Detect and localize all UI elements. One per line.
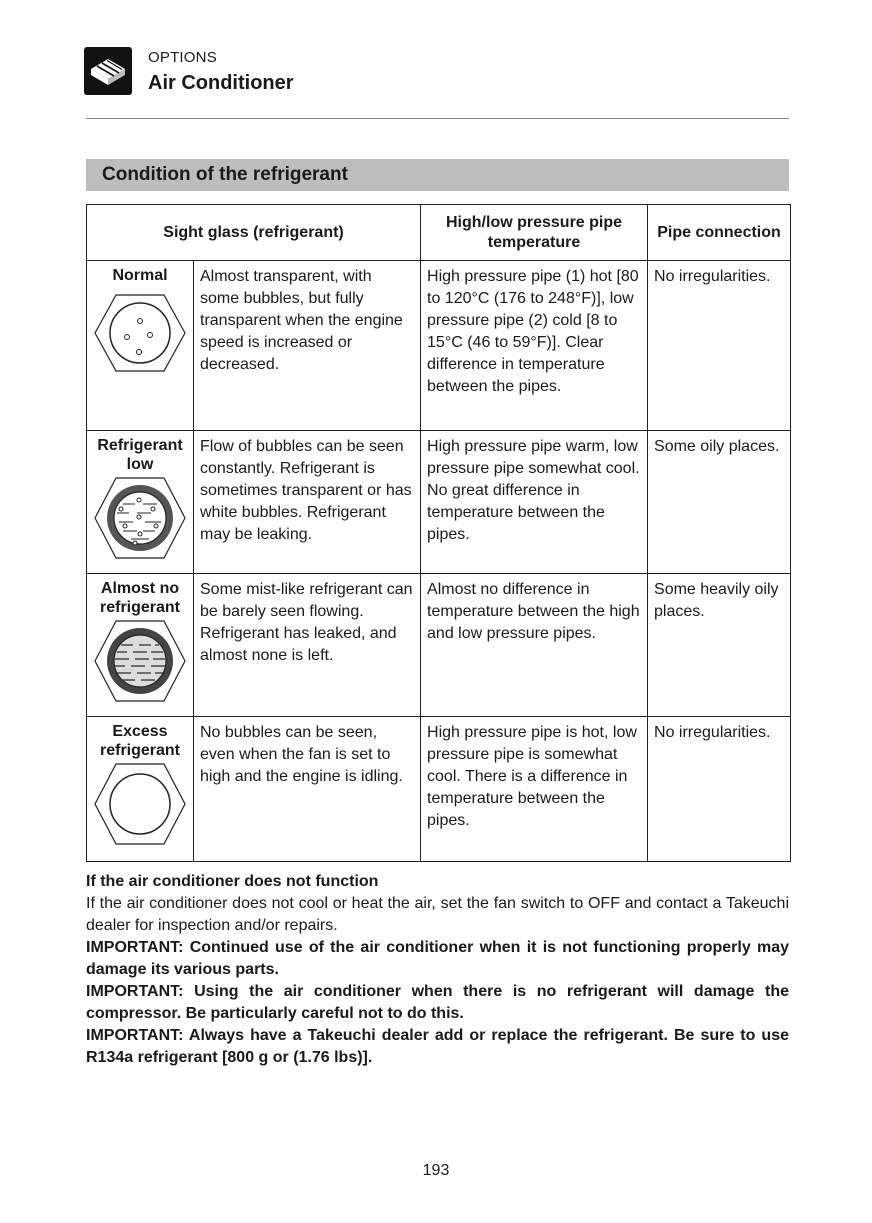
sight-glass-description: No bubbles can be seen, even when the fan is set to high and the engine is idling.: [194, 717, 421, 862]
table-row: [87, 431, 791, 574]
condition-cell: [87, 717, 194, 862]
column-header-temperature: High/low pressure pipe temperature: [421, 205, 648, 261]
pipe-connection-description: No irregularities.: [648, 261, 791, 431]
page-title: Air Conditioner: [148, 72, 294, 94]
pipe-connection-description: Some heavily oily places.: [648, 574, 791, 717]
pipe-connection-description: Some oily places.: [648, 431, 791, 574]
condition-label-line2: low: [126, 456, 154, 473]
condition-cell: [87, 574, 194, 717]
pipe-connection-description: No irregularities.: [648, 717, 791, 862]
air-conditioner-icon: [84, 47, 132, 95]
table-row: [87, 574, 791, 717]
sight-glass-description: Some mist-like refrigerant can be barely seen flowing. Refrigerant has leaked, and almost none is left.: [194, 574, 421, 717]
important-note: IMPORTANT: Continued use of the air conditioner when it is not functioning properly may damage its various parts.: [86, 939, 789, 978]
condition-cell: [87, 261, 194, 431]
notes-section: [86, 871, 789, 1069]
sight-glass-almost-empty-icon: [93, 619, 187, 703]
refrigerant-condition-table: [86, 204, 791, 862]
section-heading: Condition of the refrigerant: [86, 159, 789, 191]
column-header-pipe-connection: Pipe connection: [648, 205, 791, 261]
header-divider: [86, 118, 789, 119]
sight-glass-normal-icon: [93, 287, 187, 379]
notes-heading: If the air conditioner does not function: [86, 873, 379, 890]
temperature-description: High pressure pipe warm, low pressure pipe somewhat cool. No great difference in temperature between the pipes.: [421, 431, 648, 574]
condition-label-line2: refrigerant: [99, 742, 181, 759]
temperature-description: High pressure pipe (1) hot [80 to 120°C (176 to 248°F)], low pressure pipe (2) cold [8 to 15°C (46 to 59°F)]. Clear difference in temperature between the pipes.: [421, 261, 648, 431]
important-note: IMPORTANT: Using the air conditioner when there is no refrigerant will damage the compressor. Be particularly careful not to do this.: [86, 983, 789, 1022]
sight-glass-description: Flow of bubbles can be seen constantly. Refrigerant is sometimes transparent or has white bubbles. Refrigerant may be leaking.: [194, 431, 421, 574]
sight-glass-low-icon: [93, 476, 187, 560]
page-number: 193: [422, 1162, 450, 1179]
section-label: OPTIONS: [148, 49, 217, 66]
temperature-description: Almost no difference in temperature between the high and low pressure pipes.: [421, 574, 648, 717]
condition-label: Normal: [112, 267, 168, 284]
table-row: [87, 261, 791, 431]
condition-cell: [87, 431, 194, 574]
sight-glass-excess-icon: [93, 762, 187, 846]
column-header-sight-glass: Sight glass (refrigerant): [87, 205, 421, 261]
temperature-description: High pressure pipe is hot, low pressure pipe is somewhat cool. There is a difference in temperature between the pipes.: [421, 717, 648, 862]
table-row: [87, 717, 791, 862]
condition-label: Excess: [112, 723, 168, 740]
condition-label: Almost no: [100, 580, 180, 597]
notes-body: If the air conditioner does not cool or heat the air, set the fan switch to OFF and contact a Takeuchi dealer for inspection and/or repairs.: [86, 895, 789, 934]
table-header-row: [87, 205, 791, 261]
important-note: IMPORTANT: Always have a Takeuchi dealer add or replace the refrigerant. Be sure to use R134a refrigerant [800 g or (1.76 lbs)].: [86, 1027, 789, 1066]
condition-label-line2: refrigerant: [99, 599, 181, 616]
condition-label: Refrigerant: [97, 437, 183, 454]
sight-glass-description: Almost transparent, with some bubbles, but fully transparent when the engine speed is increased or decreased.: [194, 261, 421, 431]
